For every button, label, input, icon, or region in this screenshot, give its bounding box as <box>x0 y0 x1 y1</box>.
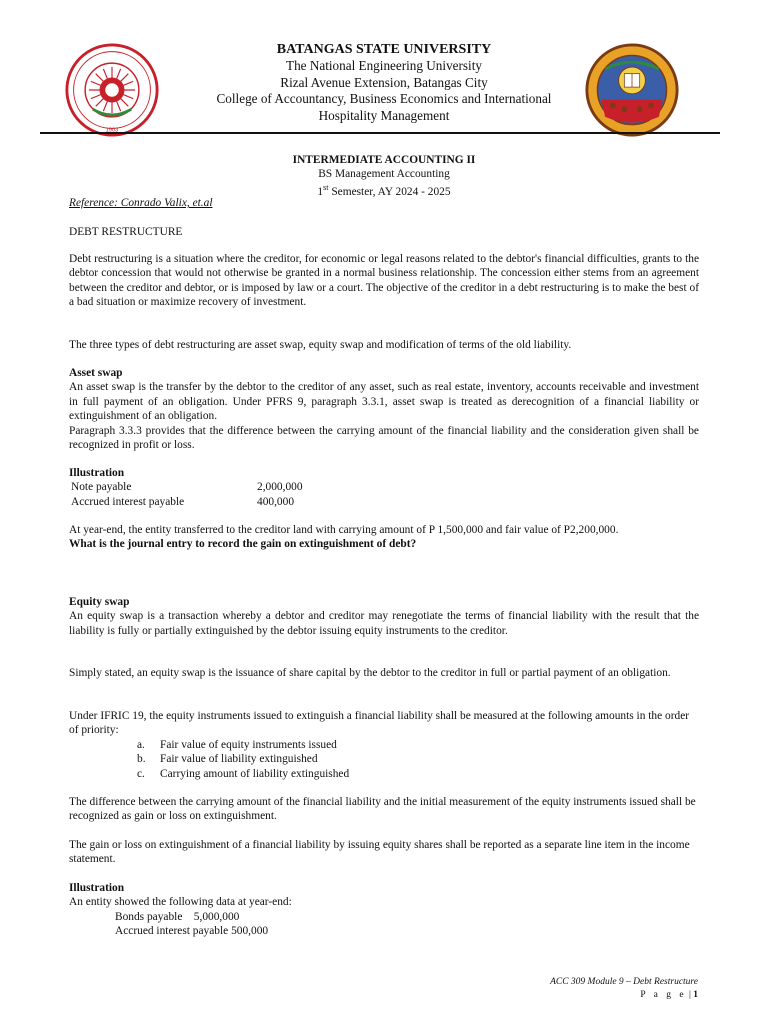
header-divider <box>40 132 720 134</box>
batstateu-seal-icon <box>64 42 160 138</box>
page-number: 1 <box>693 990 698 1000</box>
illustration-row <box>69 480 699 494</box>
asset-swap-section <box>69 366 699 452</box>
item-label: Note payable <box>71 481 132 494</box>
course-title: INTERMEDIATE ACCOUNTING II <box>292 154 476 166</box>
course-info <box>0 153 768 199</box>
university-info <box>180 41 588 124</box>
college-name-line2: Hospitality Management <box>318 107 450 123</box>
list-item: b. Fair value of liability extinguished <box>137 753 318 766</box>
illustration-row <box>69 495 699 509</box>
university-tagline: The National Engineering University <box>286 58 482 73</box>
equity-swap-section <box>69 595 699 638</box>
item-value: 400,000 <box>257 495 295 508</box>
asset-swap-heading: Asset swap <box>69 367 123 379</box>
illustration-intro: An entity showed the following data at year-end: <box>69 896 292 909</box>
page-number-line: P a g e | 1 <box>640 990 698 1000</box>
list-item: c. Carrying amount of liability extinguished <box>137 767 350 780</box>
course-semester: 1st Semester, AY 2024 - 2025 <box>317 183 451 198</box>
page-footer <box>550 976 698 1002</box>
asset-swap-problem <box>69 523 699 552</box>
equity-swap-p2: Simply stated, an equity swap is the issuance of share capital by the debtor to the creditor in full or partial payment of an obligation. <box>69 667 671 679</box>
equity-swap-p3: Under IFRIC 19, the equity instruments issued to extinguish a financial liability shall be measured at the following amounts in the order of priority: <box>69 710 690 737</box>
intro-p1: Debt restructuring is a situation where the creditor, for economic or legal reasons related to the debtor's financial difficulties, grants to the debtor concession that would not otherwise be granted in a normal business relationship. The concession either stems from an agreement between the creditor and debtor, or is imposed by law or a court. The objective of the creditor in a debt restructuring is to make the best of a bad situation or maximize recovery of investment. <box>69 253 699 309</box>
college-seal-icon <box>584 42 680 138</box>
module-label: ACC 309 Module 9 – Debt Restructure <box>550 977 698 987</box>
equity-swap-p5: The gain or loss on extinguishment of a financial liability by issuing equity shares shall be reported as a separate line item in the income statement. <box>69 839 690 866</box>
equity-swap-ifric <box>69 709 699 781</box>
topic-heading-block <box>69 225 699 239</box>
list-item: a. Fair value of equity instruments issued <box>137 738 337 751</box>
university-name: BATANGAS STATE UNIVERSITY <box>276 42 492 57</box>
svg-text:1903: 1903 <box>105 127 119 134</box>
equity-swap-simple <box>69 666 699 680</box>
intro-paragraph <box>69 252 699 310</box>
equity-swap-heading: Equity swap <box>69 596 130 608</box>
reference-text: Reference: Conrado Valix, et.al <box>69 197 213 209</box>
asset-swap-p2: Paragraph 3.3.3 provides that the difference between the carrying amount of the financial liability and the consideration given shall be recognized in profit or loss. <box>69 424 699 452</box>
equity-swap-illustration <box>69 881 699 939</box>
asset-swap-p3: At year-end, the entity transferred to the creditor land with carrying amount of P 1,500,000 and fair value of P2,200,000. <box>69 524 619 536</box>
topic-heading: DEBT RESTRUCTURE <box>69 226 183 238</box>
reference-line <box>69 196 699 210</box>
item-label: Accrued interest payable <box>71 495 185 508</box>
asset-swap-question: What is the journal entry to record the gain on extinguishment of debt? <box>69 538 417 551</box>
college-name-line1: College of Accountancy, Business Economics and International <box>216 91 552 106</box>
illustration-row: Bonds payable 5,000,000 <box>115 910 240 923</box>
course-program: BS Management Accounting <box>318 168 450 180</box>
document-header <box>0 0 768 136</box>
intro-p2: The three types of debt restructuring are asset swap, equity swap and modification of terms of the old liability. <box>69 339 572 351</box>
item-value: 2,000,000 <box>257 481 303 494</box>
priority-list <box>69 738 699 781</box>
asset-swap-illustration <box>69 466 699 509</box>
equity-swap-p1: An equity swap is a transaction whereby a debtor and creditor may renegotiate the terms of financial liability with the result that the liability is fully or partially extinguished by the debtor issuing equity instruments to the creditor. <box>69 610 699 637</box>
asset-swap-p1: An asset swap is the transfer by the debtor to the creditor of any asset, such as real estate, inventory, accounts receivable and investment in full payment of an obligation. Under PFRS 9, paragraph 3.3.1, asset swap is treated as derecognition of a financial liability or extinguishment of an obligation. <box>69 381 699 423</box>
equity-swap-difference <box>69 795 699 824</box>
illustration-heading: Illustration <box>69 467 125 479</box>
university-address: Rizal Avenue Extension, Batangas City <box>280 74 488 90</box>
types-paragraph <box>69 338 699 352</box>
illustration-heading: Illustration <box>69 882 125 894</box>
equity-swap-reporting <box>69 838 699 867</box>
equity-swap-p4: The difference between the carrying amount of the financial liability and the initial measurement of the equity instruments issued shall be recognized as gain or loss on extinguishment. <box>69 796 696 823</box>
illustration-row: Accrued interest payable 500,000 <box>115 925 269 938</box>
